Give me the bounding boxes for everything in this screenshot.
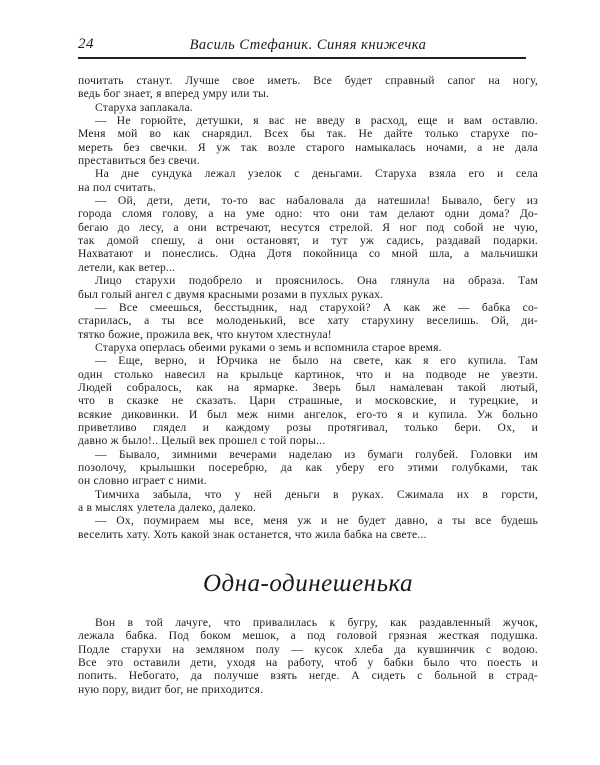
text-line: На дне сундука лежал узелок с деньгами. Старуха взяла его и села bbox=[95, 167, 538, 181]
running-header bbox=[78, 36, 538, 54]
text-line: — Еще, верно, и Юрчика не было на свете, как я его купила. Там bbox=[95, 354, 538, 368]
text-line: бегаю до лесу, а они встречают, несутся стрелой. Я ног под собой не чую, bbox=[78, 220, 538, 234]
text-line: — Не горюйте, детушки, я вас не введу в расход, еще и вам оставлю. bbox=[95, 114, 538, 128]
text-line: Все это оставили дети, уходя на работу, чтоб у бабки было что поесть и bbox=[78, 656, 538, 670]
text-line: Меня мой во как снарядил. Всех бы так. Не дайте только старухе по- bbox=[78, 127, 538, 141]
running-title: Василь Стефаник. Синяя книжечка bbox=[189, 37, 427, 53]
paragraph bbox=[78, 194, 538, 274]
text-line: — Ой, дети, дети, то-то вас набаловала да натешила! Бывало, бегу из bbox=[95, 194, 538, 208]
text-line: Тимчиха забыла, что у ней деньги в руках. Сжимала их в горсти, bbox=[95, 487, 538, 501]
text-line: преставиться без свечи. bbox=[78, 154, 200, 168]
paragraph bbox=[78, 616, 538, 696]
text-line: один столько навесил на крыльце картинок, что и на подводе не увезти. bbox=[78, 367, 538, 381]
paragraph bbox=[78, 74, 538, 101]
text-line: попить. Небогато, да получше взять негде. А сидеть с больной в страд- bbox=[78, 669, 538, 683]
text-line: Подле старухи на земляном полу — кусок хлеба да кувшинчик с водою. bbox=[78, 642, 538, 656]
text-line: он словно играет с ними. bbox=[78, 474, 207, 488]
text-line: давно ж было!.. Целый век прошел с той поры... bbox=[78, 434, 326, 448]
text-line: города сломя голову, а на уме одно: что они там делают одни дома? До- bbox=[78, 207, 538, 221]
header-rule bbox=[78, 57, 526, 59]
text-line: Людей собралось, как на ярмарке. Зверь был намалеван такой лютый, bbox=[78, 380, 538, 394]
text-line: Старуха оперлась обеими руками о земь и вспомнила старое время. bbox=[95, 340, 442, 354]
paragraph bbox=[78, 448, 538, 488]
text-line: Лицо старухи подобрело и прояснилось. Она глянула на образа. Там bbox=[95, 274, 538, 288]
text-line: веселить хату. Хоть какой знак останется, что жила бабка на свете... bbox=[78, 527, 427, 541]
story-title: Одна-одинешенька bbox=[202, 570, 414, 597]
text-line: старилась, а ты все молоденький, все хату старухину веселишь. Ой, ди- bbox=[78, 314, 538, 328]
text-line: лежала бабка. Под боком мешок, а под головой грязная жесткая подушка. bbox=[78, 629, 538, 643]
text-line: был голый ангел с двумя красными розами в пухлых руках. bbox=[78, 287, 384, 301]
text-line: мереть без свечки. Я уж так возле старого намыкалась ночами, а не дала bbox=[78, 140, 538, 154]
paragraph bbox=[78, 514, 538, 541]
paragraph bbox=[78, 341, 538, 354]
paragraph bbox=[78, 274, 538, 301]
text-line: — Ох, поумираем мы все, меня уж и не будет давно, а ты все будешь bbox=[95, 514, 538, 528]
text-line: Нахватают и понеслись. Одна Дотя покойница со мной шла, а мальчишки bbox=[78, 247, 538, 261]
paragraph bbox=[78, 301, 538, 341]
text-line: почитать станут. Лучше свое иметь. Все будет справный сапог на ногу, bbox=[78, 74, 538, 87]
paragraph bbox=[78, 167, 538, 194]
page-number: 24 bbox=[78, 36, 94, 52]
text-line: ведь бог знает, я вперед умру или ты. bbox=[78, 87, 270, 101]
text-line: всякие диковинки. И был меж ними ангелок, его-то я и купила. Уж больно bbox=[78, 407, 538, 421]
text-line: приветливо глядел и каждому розы протягивал, только бери. Ох, и bbox=[78, 420, 538, 434]
text-line: Старуха заплакала. bbox=[95, 100, 193, 114]
text-line: летели, как ветер... bbox=[78, 260, 176, 274]
text-line: на пол считать. bbox=[78, 180, 157, 194]
text-line: Вон в той лачуге, что привалилась к бугру, как раздавленный жучок, bbox=[95, 616, 538, 629]
text-line: а в мыслях улетела далеко, далеко. bbox=[78, 501, 257, 514]
paragraph bbox=[78, 488, 538, 515]
paragraph bbox=[78, 101, 538, 114]
new-story-text bbox=[78, 616, 538, 696]
text-line: — Все смеешься, бесстыдник, над старухой? А как же — бабка со- bbox=[95, 300, 538, 314]
text-line: позолочу, крылышки посеребрю, да как уберу его этими голубками, так bbox=[78, 460, 538, 474]
paragraph bbox=[78, 114, 538, 167]
text-line: что в сказке не сказать. Цари страшные, и московские, и турецкие, и bbox=[78, 394, 538, 408]
text-line: ную пору, видит бог, не приходится. bbox=[78, 682, 264, 696]
story-end-text bbox=[78, 74, 538, 541]
text-line: — Бывало, зимними вечерами наделаю из бумаги голубей. Головки им bbox=[95, 447, 538, 461]
paragraph bbox=[78, 354, 538, 447]
text-line: так домой спешу, а они остановят, и тут уж садись, раздавай подарки. bbox=[78, 234, 538, 248]
text-line: тятко божие, прожила век, что кнутом хлестнула! bbox=[78, 327, 332, 341]
